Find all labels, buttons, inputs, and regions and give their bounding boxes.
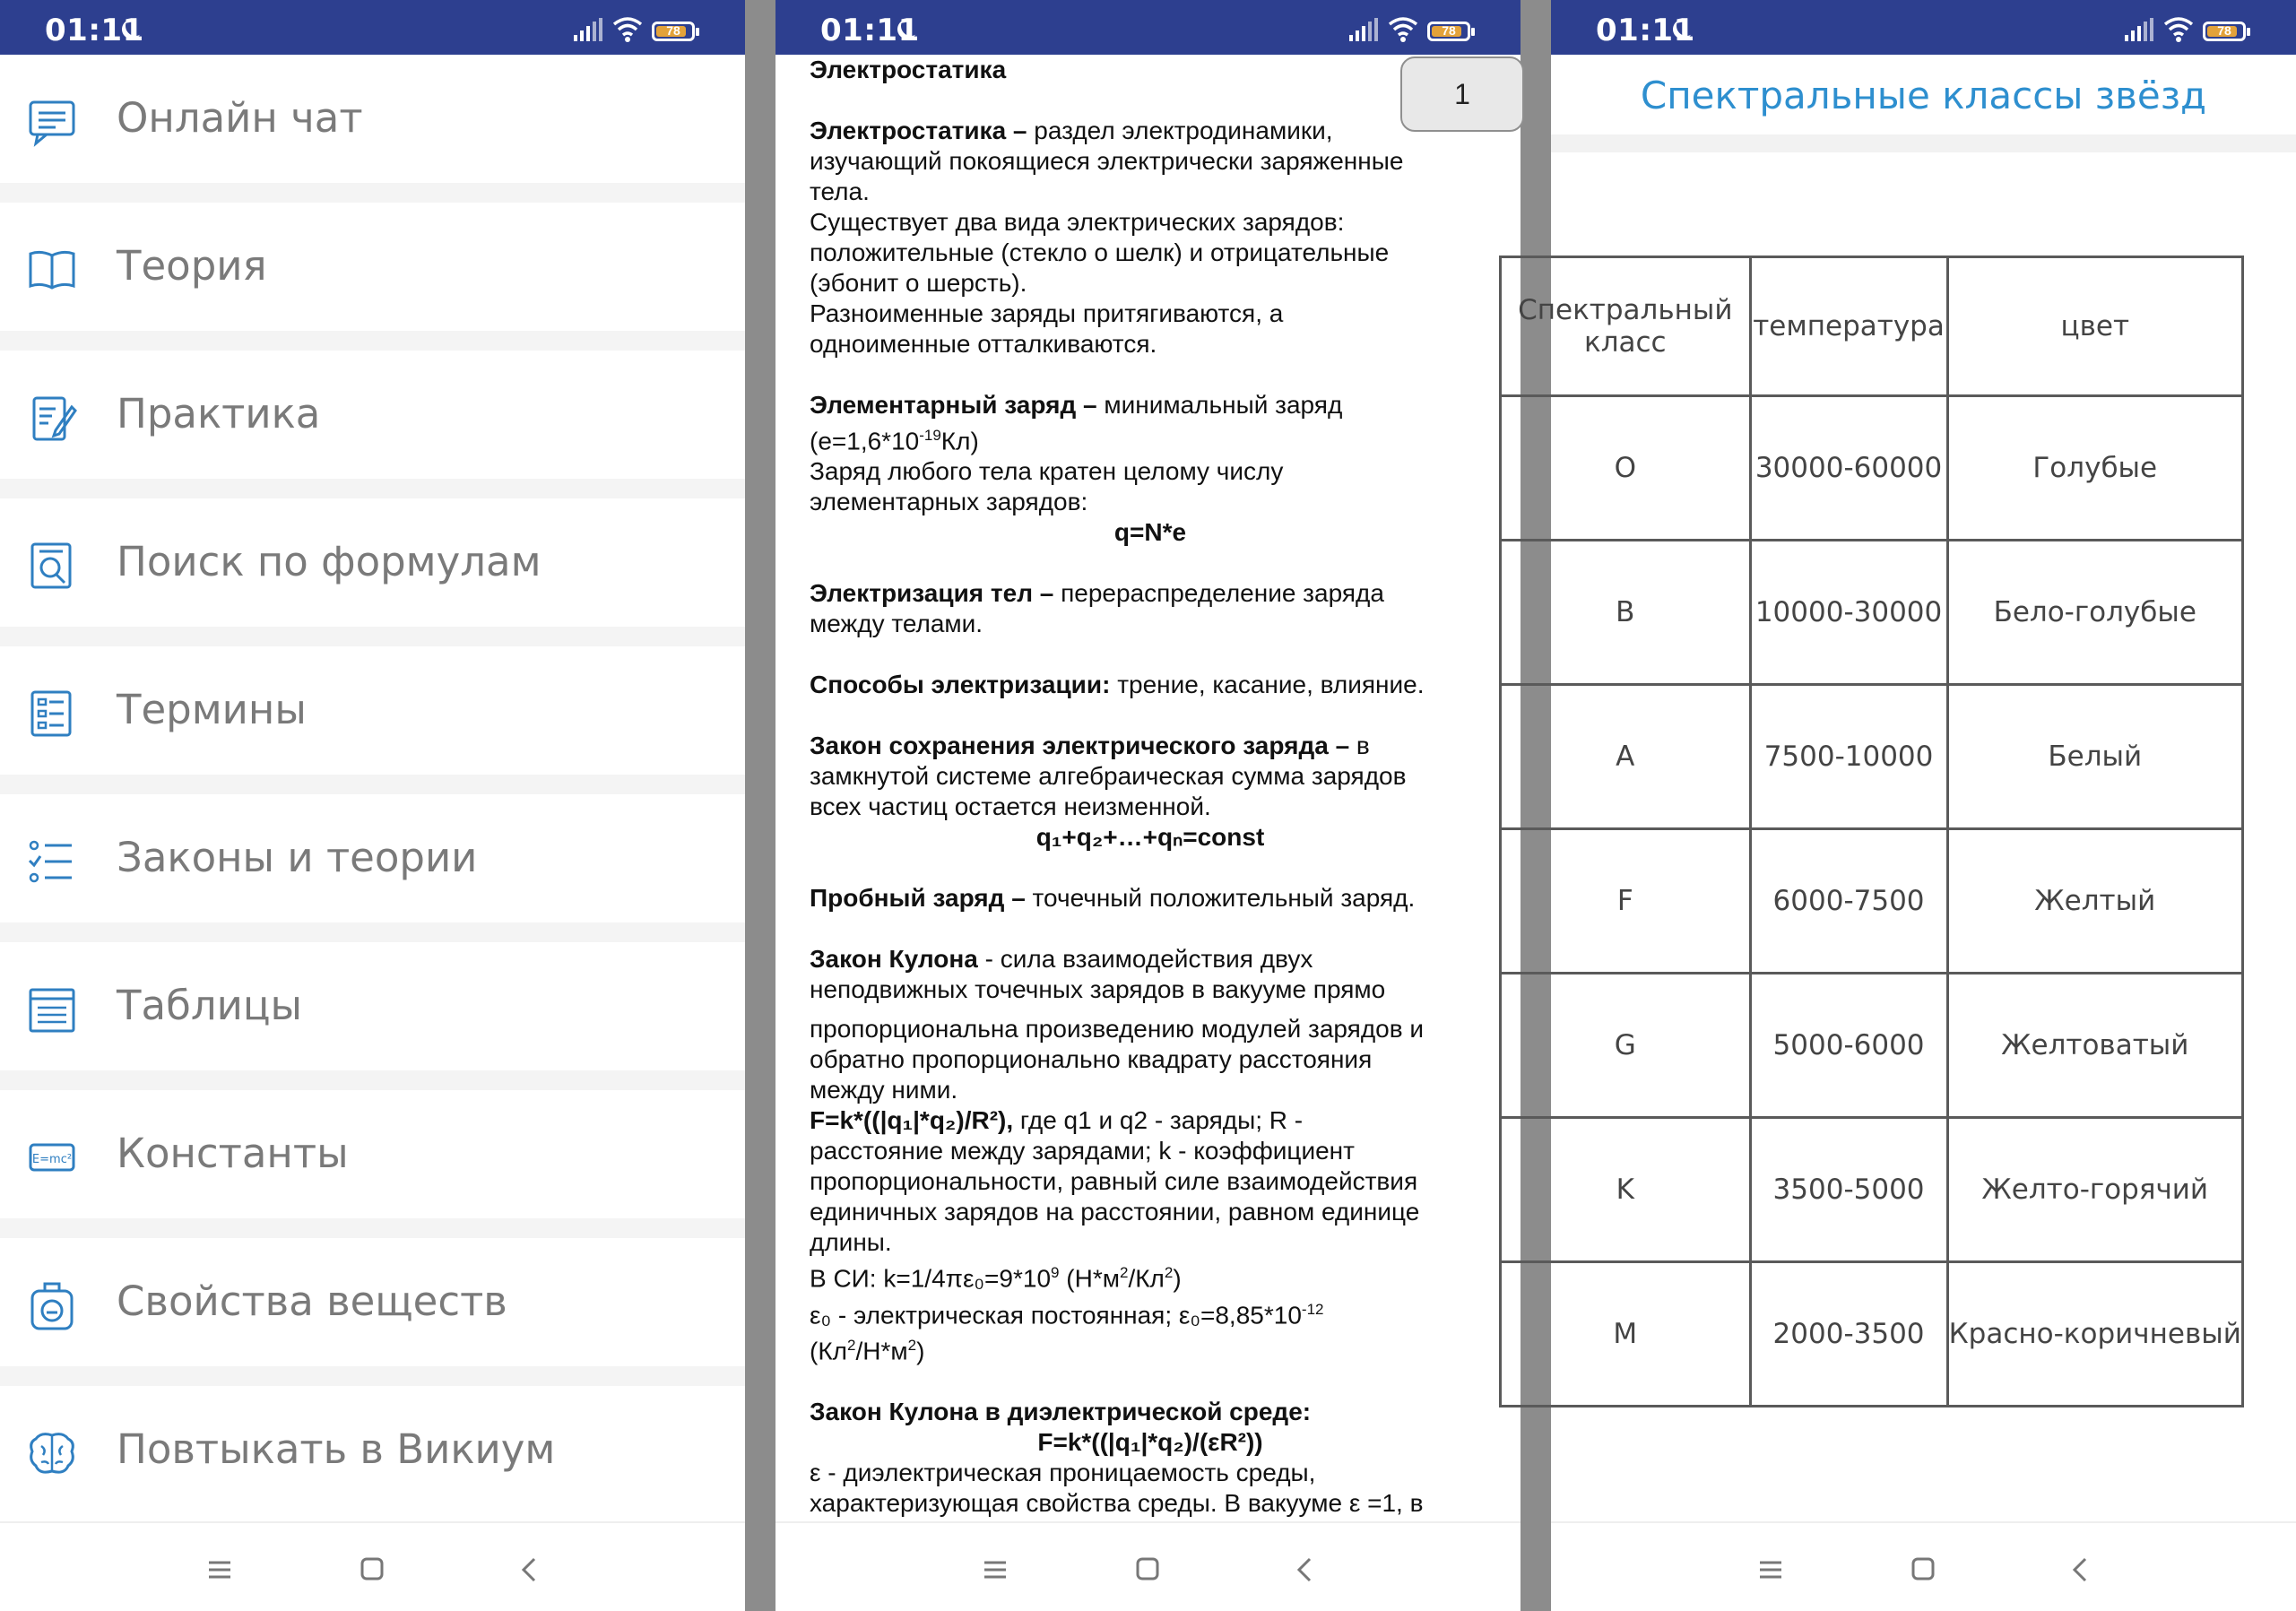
system-nav-bar (775, 1521, 1521, 1611)
text: ) (1173, 1264, 1182, 1293)
cell-temperature: 5000-6000 (1750, 974, 1947, 1118)
status-bar (775, 0, 1521, 55)
cell-temperature: 30000-60000 (1750, 396, 1947, 541)
home-icon[interactable] (354, 1554, 390, 1586)
cell-class: O (1501, 396, 1751, 541)
term: Элементарный заряд – (810, 391, 1097, 419)
book-icon (25, 243, 79, 297)
table-row (1501, 829, 2243, 974)
term: Электростатика – (810, 117, 1027, 144)
superscript: 9 (1051, 1264, 1060, 1282)
paragraph-coulomb-formula (810, 1105, 1491, 1258)
formula-charge: q=N*e (1113, 518, 1187, 547)
status-bar (1551, 0, 2296, 55)
system-nav-bar (0, 1521, 745, 1611)
term: Пробный заряд – (810, 884, 1026, 913)
battery-level: 78 (666, 23, 680, 38)
status-time: 01:11 (820, 13, 920, 48)
cell-class: A (1501, 685, 1751, 829)
paragraph-elementary-charge (810, 390, 1491, 517)
battery-icon (1427, 22, 1470, 41)
paragraph-test-charge (810, 883, 1491, 914)
definition: где q1 и q2 - заряды; R - расстояние между зарядами; k - коэффициент пропорциональности, равный силе взаимодействия единичных зарядов на расстоянии, равном единице длины. (810, 1106, 1420, 1257)
cell-temperature: 7500-10000 (1750, 685, 1947, 829)
chat-icon (25, 95, 79, 149)
home-icon[interactable] (1130, 1554, 1165, 1586)
svg-text:E=mc²: E=mc² (31, 1153, 73, 1166)
home-icon[interactable] (1905, 1554, 1941, 1586)
paragraph-dielectric: ε - диэлектрическая проницаемость среды, характеризующая свойства среды. В вакууме ε =1, в (810, 1459, 1424, 1518)
menu-item-theory[interactable] (0, 203, 745, 331)
table-header-row (1501, 257, 2243, 396)
menu-item-terms[interactable] (0, 646, 745, 775)
menu-divider (0, 1218, 745, 1238)
table-row (1501, 396, 2243, 541)
paragraph-conservation (810, 731, 1491, 822)
notepad-pencil-icon (25, 391, 79, 445)
menu-item-substance-properties[interactable] (0, 1238, 745, 1366)
text: ) (916, 1337, 925, 1365)
superscript: 2 (1164, 1264, 1174, 1282)
back-icon[interactable] (511, 1554, 547, 1586)
text: /Н*м (855, 1337, 908, 1365)
menu-item-laws-theories[interactable] (0, 794, 745, 922)
definition: Кл) Заряд любого тела кратен целому числу элементарных зарядов: (810, 427, 1284, 516)
column-header: Спектральный класс (1501, 257, 1751, 396)
cell-class: G (1501, 974, 1751, 1118)
page-number-badge: 1 (1400, 56, 1524, 132)
formula-coulomb-dielectric: F=k*((|q₁|*q₂)/(εR²)) (1037, 1428, 1263, 1457)
menu-divider (0, 775, 745, 794)
text: (Н*м (1059, 1264, 1120, 1293)
menu-divider (0, 1366, 745, 1386)
battery-level: 78 (2217, 23, 2231, 38)
paragraph-si (810, 1258, 1491, 1294)
emc2-icon (25, 1130, 79, 1184)
column-header: температура (1750, 257, 1947, 396)
system-nav-bar (1551, 1521, 2296, 1611)
status-time: 01:11 (1596, 13, 1695, 48)
wifi-icon (1388, 15, 1418, 42)
terms-list-icon (25, 687, 79, 741)
recent-apps-icon[interactable] (202, 1554, 238, 1586)
signal-icon (1349, 18, 1378, 41)
paragraph-electrostatics (810, 116, 1491, 359)
paragraph-coulomb (810, 944, 1491, 1005)
cell-color: Голубые (1947, 396, 2242, 541)
text: ε₀ - электрическая постоянная; ε₀=8,85*10 (810, 1300, 1302, 1329)
superscript: 2 (846, 1336, 856, 1354)
superscript: -19 (919, 427, 941, 444)
definition: перераспределение заряда между телами. (810, 579, 1384, 638)
menu-divider (0, 922, 745, 942)
text: (Кл (810, 1337, 847, 1365)
term: Электризация тел – (810, 579, 1054, 608)
definition: минимальный заряд (е=1,6*10 (810, 391, 1343, 455)
signal-icon (2125, 18, 2153, 41)
definition: точечный положительный заряд. (1025, 884, 1416, 913)
menu-screen (0, 0, 745, 1611)
definition: пропорциональна произведению модулей зарядов и обратно пропорционально квадрату расстояния между ними. (810, 1015, 1425, 1104)
definition: в замкнутой системе алгебраическая сумма зарядов всех частиц остается неизменной. (810, 732, 1407, 821)
menu-item-label: Повтыкать в Викиум (117, 1425, 556, 1473)
menu-item-label: Свойства веществ (117, 1278, 507, 1325)
table-row (1501, 974, 2243, 1118)
status-bar (0, 0, 745, 55)
menu-item-label: Поиск по формулам (117, 538, 542, 585)
menu-item-online-chat[interactable] (0, 55, 745, 183)
wifi-icon (2163, 15, 2194, 42)
menu-item-label: Константы (117, 1130, 349, 1177)
menu-item-practice[interactable] (0, 351, 745, 479)
table-row (1501, 1118, 2243, 1262)
back-icon[interactable] (2062, 1554, 2098, 1586)
table-screen (1518, 0, 2296, 1611)
formula: F=k*((|q₁|*q₂)/R²), (810, 1106, 1014, 1135)
table-icon (25, 983, 79, 1036)
spectral-classes-table (1499, 256, 2244, 1407)
page-title: Спектральные классы звёзд (1640, 74, 2207, 117)
menu-item-label: Практика (117, 390, 321, 437)
wifi-icon (612, 15, 643, 42)
menu-item-constants[interactable] (0, 1090, 745, 1218)
superscript: 2 (907, 1336, 917, 1354)
paragraph-methods (810, 670, 1491, 700)
document-title: Электростатика (810, 56, 1007, 83)
signal-icon (574, 18, 602, 41)
menu-item-label: Термины (117, 686, 307, 733)
document-content (810, 55, 1491, 1521)
menu-item-label: Таблицы (117, 982, 302, 1029)
term: Закон Кулона (810, 945, 978, 974)
brain-icon (25, 1426, 79, 1480)
cell-temperature: 2000-3500 (1750, 1262, 1947, 1407)
recent-apps-icon[interactable] (977, 1554, 1013, 1586)
superscript: 2 (1119, 1264, 1129, 1282)
cell-temperature: 10000-30000 (1750, 541, 1947, 685)
cell-color: Желтоватый (1947, 974, 2242, 1118)
definition: трение, касание, влияние. (1110, 671, 1425, 699)
menu-item-label: Теория (117, 242, 267, 290)
battery-level: 78 (1442, 23, 1456, 38)
cell-class: M (1501, 1262, 1751, 1407)
definition: - сила взаимодействия двух неподвижных точечных зарядов в вакууме прямо (810, 945, 1386, 1004)
cell-class: F (1501, 829, 1751, 974)
cell-temperature: 3500-5000 (1750, 1118, 1947, 1262)
document-screen (775, 0, 1521, 1611)
title-divider (1551, 134, 2296, 152)
term: Закон сохранения электрического заряда – (810, 732, 1350, 760)
formula-search-icon (25, 539, 79, 593)
menu-divider (0, 627, 745, 646)
menu-item-label: Онлайн чат (117, 94, 363, 142)
text: В СИ: k=1/4πε₀=9*10 (810, 1264, 1052, 1293)
paragraph-electrization (810, 578, 1491, 639)
paragraph-epsilon (810, 1295, 1491, 1367)
column-header: цвет (1947, 257, 2242, 396)
term: Способы электризации: (810, 671, 1111, 699)
cell-color: Красно-коричневый (1947, 1262, 2242, 1407)
back-icon[interactable] (1287, 1554, 1322, 1586)
text: /Кл (1128, 1264, 1165, 1293)
status-time: 01:11 (45, 13, 144, 48)
menu-item-formula-search[interactable] (0, 498, 745, 627)
paragraph-coulomb-dielectric: Закон Кулона в диэлектрической среде: (810, 1398, 1312, 1426)
table-row (1501, 1262, 2243, 1407)
cell-temperature: 6000-7500 (1750, 829, 1947, 974)
cell-class: B (1501, 541, 1751, 685)
cell-color: Бело-голубые (1947, 541, 2242, 685)
table-row (1501, 685, 2243, 829)
formula-conservation: q₁+q₂+…+qₙ=const (1035, 823, 1265, 852)
table-row (1501, 541, 2243, 685)
definition: раздел электродинамики, изучающий покоящиеся электрически заряженные тела. Существует два вида электрических зарядов: положительные (стекло о шелк) и отрицательные (эбонит о шерсть). Разноименные заряды притягиваются, а одноименные отталкиваются. (810, 117, 1404, 358)
paragraph-coulomb-cont (810, 1014, 1491, 1105)
cell-color: Белый (1947, 685, 2242, 829)
cell-color: Желто-горячий (1947, 1118, 2242, 1262)
menu-divider (0, 1070, 745, 1090)
checklist-icon (25, 835, 79, 888)
menu-item-wikium[interactable] (0, 1386, 745, 1514)
cell-class: K (1501, 1118, 1751, 1262)
flask-icon (25, 1278, 79, 1332)
menu-item-label: Законы и теории (117, 834, 478, 881)
menu-divider (0, 331, 745, 351)
superscript: -12 (1301, 1300, 1324, 1318)
menu-item-tables[interactable] (0, 942, 745, 1070)
battery-icon (2203, 22, 2246, 41)
menu-divider (0, 479, 745, 498)
battery-icon (652, 22, 695, 41)
menu-divider (0, 183, 745, 203)
cell-color: Желтый (1947, 829, 2242, 974)
recent-apps-icon[interactable] (1753, 1554, 1789, 1586)
